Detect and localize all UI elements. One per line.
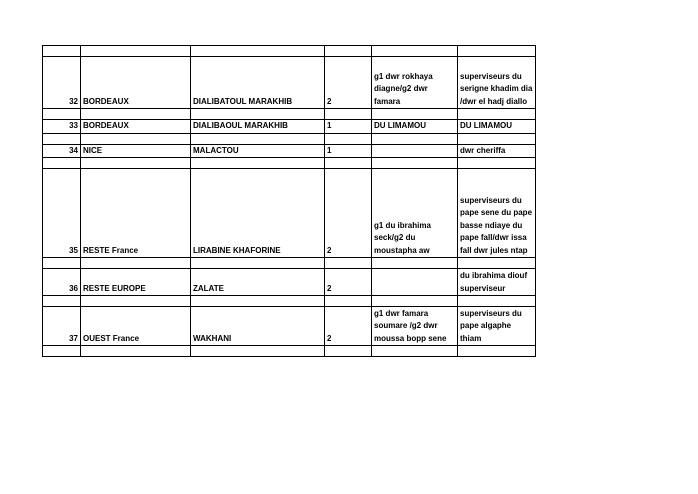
group-cell[interactable]: g1 dwr famara soumare /g2 dwr moussa bopp sene xyxy=(372,307,458,346)
cell[interactable] xyxy=(43,346,81,357)
cell[interactable] xyxy=(191,133,325,144)
count-cell[interactable]: 1 xyxy=(325,120,372,134)
cell[interactable] xyxy=(458,258,536,269)
cell[interactable] xyxy=(43,133,81,144)
supervisor-cell[interactable]: dwr cheriffa xyxy=(458,144,536,158)
table-row xyxy=(43,57,536,109)
count-cell[interactable]: 1 xyxy=(325,144,372,158)
group-cell[interactable]: g1 du ibrahima seck/g2 du moustapha aw xyxy=(372,169,458,258)
cell[interactable] xyxy=(191,258,325,269)
name-cell[interactable]: MALACTOU xyxy=(191,144,325,158)
row-number-cell[interactable]: 33 xyxy=(43,120,81,134)
cell[interactable] xyxy=(372,109,458,120)
cell[interactable] xyxy=(43,258,81,269)
table-row xyxy=(43,120,536,134)
supervisor-cell[interactable]: superviseurs du serigne khadim dia /dwr el hadj diallo xyxy=(458,57,536,109)
empty-row xyxy=(43,46,536,57)
name-cell[interactable]: WAKHANI xyxy=(191,307,325,346)
supervisor-cell[interactable]: DU LIMAMOU xyxy=(458,120,536,134)
city-cell[interactable]: OUEST France xyxy=(81,307,191,346)
city-cell[interactable]: BORDEAUX xyxy=(81,57,191,109)
supervisor-cell[interactable]: superviseurs du pape sene du pape basse ndiaye du pape fall/dwr issa fall dwr jules ntap xyxy=(458,169,536,258)
row-number-cell[interactable]: 36 xyxy=(43,269,81,296)
row-number-cell[interactable]: 35 xyxy=(43,169,81,258)
group-cell[interactable] xyxy=(372,144,458,158)
name-cell[interactable]: DIALIBATOUL MARAKHIB xyxy=(191,57,325,109)
count-cell[interactable]: 2 xyxy=(325,269,372,296)
table-row xyxy=(43,169,536,258)
table-row xyxy=(43,269,536,296)
cell[interactable] xyxy=(372,158,458,169)
cell[interactable] xyxy=(81,258,191,269)
cell[interactable] xyxy=(372,133,458,144)
cell[interactable] xyxy=(81,158,191,169)
cell[interactable] xyxy=(458,346,536,357)
empty-row xyxy=(43,158,536,169)
city-cell[interactable]: BORDEAUX xyxy=(81,120,191,134)
cell[interactable] xyxy=(458,133,536,144)
cell[interactable] xyxy=(325,46,372,57)
cell[interactable] xyxy=(325,296,372,307)
cell[interactable] xyxy=(81,296,191,307)
cell[interactable] xyxy=(372,296,458,307)
cell[interactable] xyxy=(191,158,325,169)
count-cell[interactable]: 2 xyxy=(325,307,372,346)
cell[interactable] xyxy=(458,158,536,169)
empty-row xyxy=(43,296,536,307)
cell[interactable] xyxy=(43,296,81,307)
group-cell[interactable]: DU LIMAMOU xyxy=(372,120,458,134)
table-row xyxy=(43,307,536,346)
cell[interactable] xyxy=(191,346,325,357)
empty-row xyxy=(43,109,536,120)
cell[interactable] xyxy=(191,296,325,307)
cell[interactable] xyxy=(81,109,191,120)
cell[interactable] xyxy=(43,46,81,57)
city-cell[interactable]: RESTE EUROPE xyxy=(81,269,191,296)
row-number-cell[interactable]: 37 xyxy=(43,307,81,346)
name-cell[interactable]: LIRABINE KHAFORINE xyxy=(191,169,325,258)
name-cell[interactable]: ZALATE xyxy=(191,269,325,296)
city-cell[interactable]: NICE xyxy=(81,144,191,158)
supervisor-cell[interactable]: superviseurs du pape algaphe thiam xyxy=(458,307,536,346)
cell[interactable] xyxy=(325,158,372,169)
cell[interactable] xyxy=(458,296,536,307)
cell[interactable] xyxy=(372,46,458,57)
supervisor-cell[interactable]: du ibrahima diouf superviseur xyxy=(458,269,536,296)
cell[interactable] xyxy=(458,109,536,120)
group-cell[interactable]: g1 dwr rokhaya diagne/g2 dwr famara xyxy=(372,57,458,109)
cell[interactable] xyxy=(372,346,458,357)
cell[interactable] xyxy=(191,109,325,120)
cell[interactable] xyxy=(325,133,372,144)
empty-row xyxy=(43,258,536,269)
cell[interactable] xyxy=(325,109,372,120)
cell[interactable] xyxy=(458,46,536,57)
cell[interactable] xyxy=(43,158,81,169)
count-cell[interactable]: 2 xyxy=(325,57,372,109)
cell[interactable] xyxy=(81,46,191,57)
spreadsheet-table xyxy=(42,45,536,357)
city-cell[interactable]: RESTE France xyxy=(81,169,191,258)
count-cell[interactable]: 2 xyxy=(325,169,372,258)
empty-row xyxy=(43,346,536,357)
cell[interactable] xyxy=(325,346,372,357)
table-row xyxy=(43,144,536,158)
cell[interactable] xyxy=(81,133,191,144)
cell[interactable] xyxy=(325,258,372,269)
cell[interactable] xyxy=(372,258,458,269)
group-cell[interactable] xyxy=(372,269,458,296)
cell[interactable] xyxy=(81,346,191,357)
name-cell[interactable]: DIALIBAOUL MARAKHIB xyxy=(191,120,325,134)
row-number-cell[interactable]: 32 xyxy=(43,57,81,109)
cell[interactable] xyxy=(191,46,325,57)
row-number-cell[interactable]: 34 xyxy=(43,144,81,158)
cell[interactable] xyxy=(43,109,81,120)
empty-row xyxy=(43,133,536,144)
